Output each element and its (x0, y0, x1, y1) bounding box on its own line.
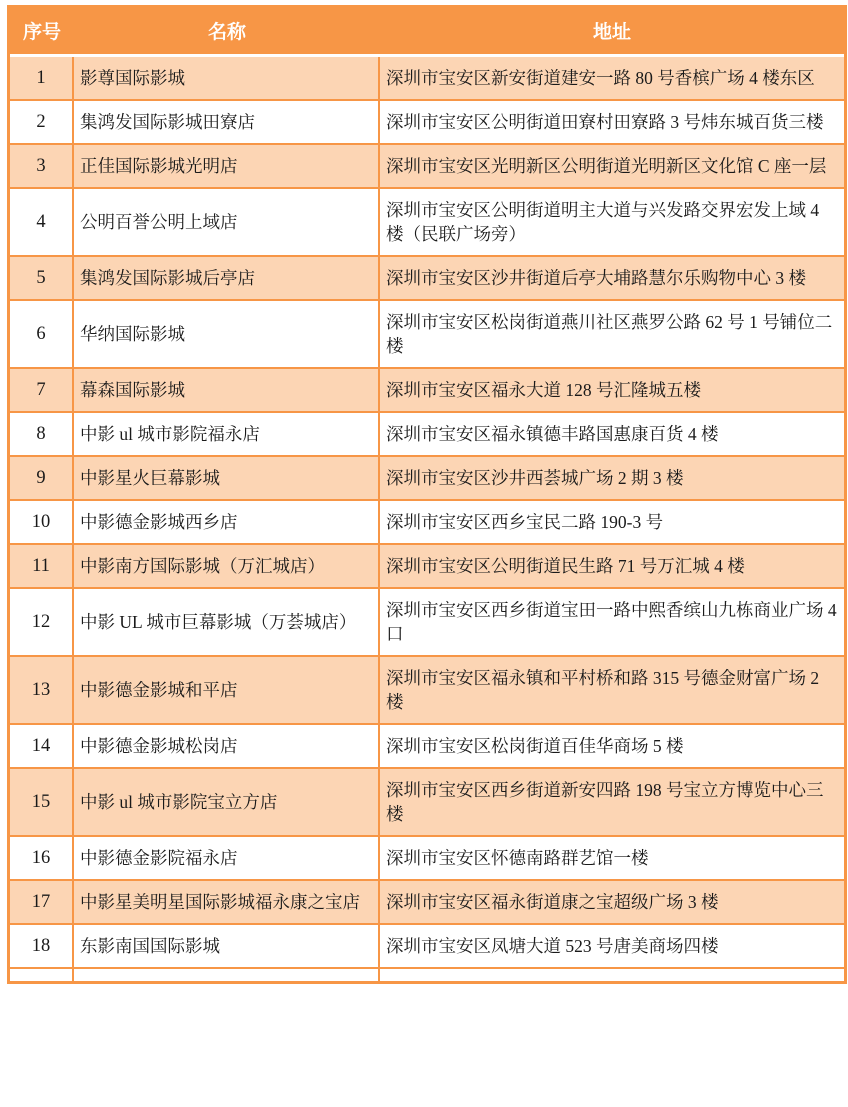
cinema-name-cell: 中影南方国际影城（万汇城店） (74, 545, 380, 589)
cinema-address-cell: 深圳市宝安区西乡宝民二路 190-3 号 (380, 501, 844, 545)
row-number-cell: 9 (10, 457, 74, 501)
cinema-name-cell: 幕森国际影城 (74, 369, 380, 413)
table-row (10, 413, 844, 457)
table-row (10, 101, 844, 145)
row-number-cell: 15 (10, 769, 74, 837)
partial-cell (74, 969, 380, 981)
table-row (10, 145, 844, 189)
cinema-address-cell: 深圳市宝安区松岗街道百佳华商场 5 楼 (380, 725, 844, 769)
cinema-name-cell: 中影 ul 城市影院福永店 (74, 413, 380, 457)
cinema-name-cell: 中影德金影院福永店 (74, 837, 380, 881)
cinema-name-cell: 集鸿发国际影城田寮店 (74, 101, 380, 145)
table-header (10, 7, 844, 57)
cinema-address-cell: 深圳市宝安区公明街道明主大道与兴发路交界宏发上域 4 楼（民联广场旁） (380, 189, 844, 257)
cinema-name-cell: 东影南国国际影城 (74, 925, 380, 969)
column-header-no: 序号 (10, 7, 74, 57)
row-number-cell: 6 (10, 301, 74, 369)
table-row (10, 457, 844, 501)
cinema-address-cell: 深圳市宝安区新安街道建安一路 80 号香槟广场 4 楼东区 (380, 57, 844, 101)
row-number-cell: 18 (10, 925, 74, 969)
row-number-cell: 17 (10, 881, 74, 925)
partial-cell (380, 969, 844, 981)
column-header-address: 地址 (380, 7, 844, 57)
cinema-address-cell: 深圳市宝安区福永街道康之宝超级广场 3 楼 (380, 881, 844, 925)
row-number-cell: 8 (10, 413, 74, 457)
row-number-cell: 7 (10, 369, 74, 413)
cinema-name-cell: 华纳国际影城 (74, 301, 380, 369)
row-number-cell: 13 (10, 657, 74, 725)
row-number-cell: 12 (10, 589, 74, 657)
cinema-address-cell: 深圳市宝安区福永大道 128 号汇隆城五楼 (380, 369, 844, 413)
cinema-name-cell: 中影德金影城西乡店 (74, 501, 380, 545)
cinema-address-cell: 深圳市宝安区沙井西荟城广场 2 期 3 楼 (380, 457, 844, 501)
row-number-cell: 11 (10, 545, 74, 589)
header-row (10, 7, 844, 57)
cinema-name-cell: 中影德金影城松岗店 (74, 725, 380, 769)
table-row (10, 589, 844, 657)
table-row (10, 257, 844, 301)
table-row (10, 545, 844, 589)
cinema-name-cell: 公明百誉公明上域店 (74, 189, 380, 257)
column-header-name: 名称 (74, 7, 380, 57)
table-row (10, 881, 844, 925)
cinema-name-cell: 中影星火巨幕影城 (74, 457, 380, 501)
table-row (10, 57, 844, 101)
cinema-address-cell: 深圳市宝安区福永镇和平村桥和路 315 号德金财富广场 2 楼 (380, 657, 844, 725)
table-row (10, 369, 844, 413)
row-number-cell: 10 (10, 501, 74, 545)
table-row (10, 769, 844, 837)
row-number-cell: 3 (10, 145, 74, 189)
cinema-address-cell: 深圳市宝安区松岗街道燕川社区燕罗公路 62 号 1 号铺位二楼 (380, 301, 844, 369)
row-number-cell: 2 (10, 101, 74, 145)
cinema-address-cell: 深圳市宝安区怀德南路群艺馆一楼 (380, 837, 844, 881)
cinema-address-cell: 深圳市宝安区光明新区公明街道光明新区文化馆 C 座一层 (380, 145, 844, 189)
table-row (10, 657, 844, 725)
cinema-name-cell: 中影 UL 城市巨幕影城（万荟城店） (74, 589, 380, 657)
cinema-address-cell: 深圳市宝安区西乡街道宝田一路中熙香缤山九栋商业广场 4 口 (380, 589, 844, 657)
table-row (10, 189, 844, 257)
row-number-cell: 14 (10, 725, 74, 769)
table-row (10, 501, 844, 545)
cinema-name-cell: 中影 ul 城市影院宝立方店 (74, 769, 380, 837)
table-body (10, 57, 844, 981)
cinema-name-cell: 影尊国际影城 (74, 57, 380, 101)
row-number-cell: 1 (10, 57, 74, 101)
cinema-address-cell: 深圳市宝安区福永镇德丰路国惠康百货 4 楼 (380, 413, 844, 457)
cinema-name-cell: 集鸿发国际影城后亭店 (74, 257, 380, 301)
table-row (10, 925, 844, 969)
row-number-cell: 4 (10, 189, 74, 257)
cinema-table (7, 5, 847, 984)
row-number-cell: 5 (10, 257, 74, 301)
partial-cell (10, 969, 74, 981)
cinema-name-cell: 正佳国际影城光明店 (74, 145, 380, 189)
table-row (10, 725, 844, 769)
table-row (10, 301, 844, 369)
cinema-address-cell: 深圳市宝安区公明街道田寮村田寮路 3 号炜东城百货三楼 (380, 101, 844, 145)
cinema-address-cell: 深圳市宝安区公明街道民生路 71 号万汇城 4 楼 (380, 545, 844, 589)
cinema-name-cell: 中影星美明星国际影城福永康之宝店 (74, 881, 380, 925)
table-row (10, 837, 844, 881)
row-number-cell: 16 (10, 837, 74, 881)
cinema-address-cell: 深圳市宝安区凤塘大道 523 号唐美商场四楼 (380, 925, 844, 969)
cinema-name-cell: 中影德金影城和平店 (74, 657, 380, 725)
cinema-address-cell: 深圳市宝安区沙井街道后亭大埔路慧尔乐购物中心 3 楼 (380, 257, 844, 301)
partial-row (10, 969, 844, 981)
cinema-address-cell: 深圳市宝安区西乡街道新安四路 198 号宝立方博览中心三楼 (380, 769, 844, 837)
